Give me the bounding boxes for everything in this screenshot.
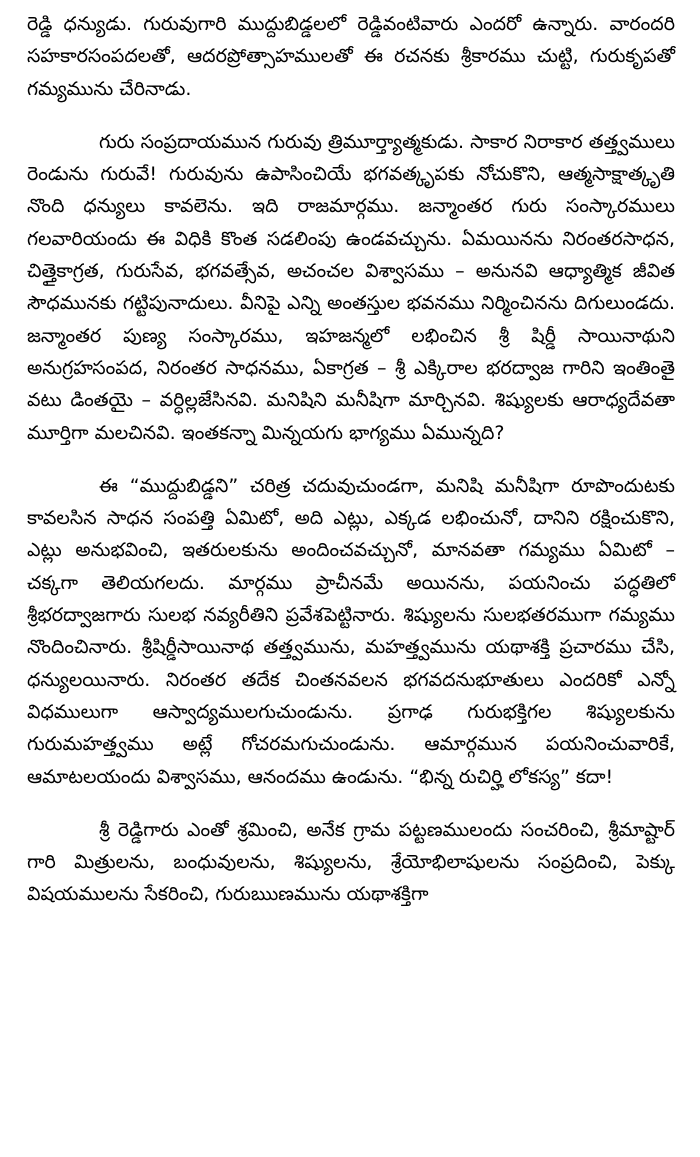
paragraph-3: ఈ “ముద్దుబిడ్డని” చరిత్ర చదువుచుండగా, మనిషి మనీషిగా రూపొందుటకు కావలసిన సాధన సంపత్తి ఏమిటో, అది ఎట్లు, ఎక్కడ లభించునో, దానిని రక్షించుకొని, ఎట్లు అనుభవించి, ఇతరులకును అందించవచ్చునో, మానవతా గమ్యము ఏమిటో – చక్కగా తెలియగలదు. మార్గము ప్రాచీనమే అయినను, పయనించు పద్ధతిలో శ్రీభరద్వాజగారు సులభ నవ్యరీతిని ప్రవేశపెట్టినారు. శిష్యులను సులభతరముగా గమ్యము నొందించినారు. శ్రీషిర్డీసాయినాథ తత్త్వమును, మహత్త్వమును యథాశక్తి ప్రచారము చేసి, ధన్యులయినారు. నిరంతర తదేక చింతనవలన భగవదనుభూతులు ఎందరికో ఎన్నో విధములుగా ఆస్వాద్యములగుచుండును. ప్రగాఢ గురుభక్తిగల శిష్యులకును గురుమహత్త్వము అట్లే గోచరమగుచుండును. ఆమార్గమున పయనించువారికే, ఆమాటలయందు విశ్వాసము, ఆనందము ఉండును. “భిన్న రుచిర్హి లోకస్య” కదా! xyxy=(27,474,675,788)
paragraph-1: రెడ్డి ధన్యుడు. గురువుగారి ముద్దుబిడ్డలలో రెడ్డివంటివారు ఎందరో ఉన్నారు. వారందరి సహకారసంపదలతో, ఆదరప్రోత్సాహములతో ఈ రచనకు శ్రీకారము చుట్టి, గురుకృపతో గమ్యమును చేరినాడు. xyxy=(27,13,675,100)
paragraph-2: గురు సంప్రదాయమున గురువు త్రిమూర్త్యాత్మకుడు. సాకార నిరాకార తత్త్వములు రెండును గురువే! గురువును ఉపాసించియే భగవత్కృపకు నోచుకొని, ఆత్మసాక్షాత్కృతి నొంది ధన్యులు కావలెను. ఇది రాజమార్గము. జన్మాంతర గురు సంస్కారములు గలవారియందు ఈ విధికి కొంత సడలింపు ఉండవచ్చును. ఏమయినను నిరంతరసాధన, చిత్తైకాగ్రత, గురుసేవ, భగవత్సేవ, అచంచల విశ్వాసము – అనునవి ఆధ్యాత్మిక జీవిత సౌధమునకు గట్టిపునాదులు. వీనిపై ఎన్ని అంతస్తుల భవనము నిర్మించినను దిగులుండదు. జన్మాంతర పుణ్య సంస్కారము, ఇహజన్మలో లభించిన శ్రీ షిర్డీ సాయినాథుని అనుగ్రహసంపద, నిరంతర సాధనము, ఏకాగ్రత – శ్రీ ఎక్కిరాల భరద్వాజ గారిని ఇంతింతై వటు డింతయై – వర్ధిల్లజేసినవి. మనిషిని మనీషిగా మార్చినవి. శిష్యులకు ఆరాధ్యదేవతా మూర్తిగా మలచినవి. ఇంతకన్నా మిన్నయగు భాగ్యము ఏమున్నది? xyxy=(27,130,675,444)
paragraph-4: శ్రీ రెడ్డిగారు ఎంతో శ్రమించి, అనేక గ్రామ పట్టణములందు సంచరించి, శ్రీమాష్టార్ గారి మిత్రులను, బంధువులను, శిష్యులను, శ్రేయోభిలాషులను సంప్రదించి, పెక్కు విషయములను సేకరించి, గురుఋణమును యథాశక్తిగా xyxy=(27,818,675,906)
document-page xyxy=(27,8,675,911)
